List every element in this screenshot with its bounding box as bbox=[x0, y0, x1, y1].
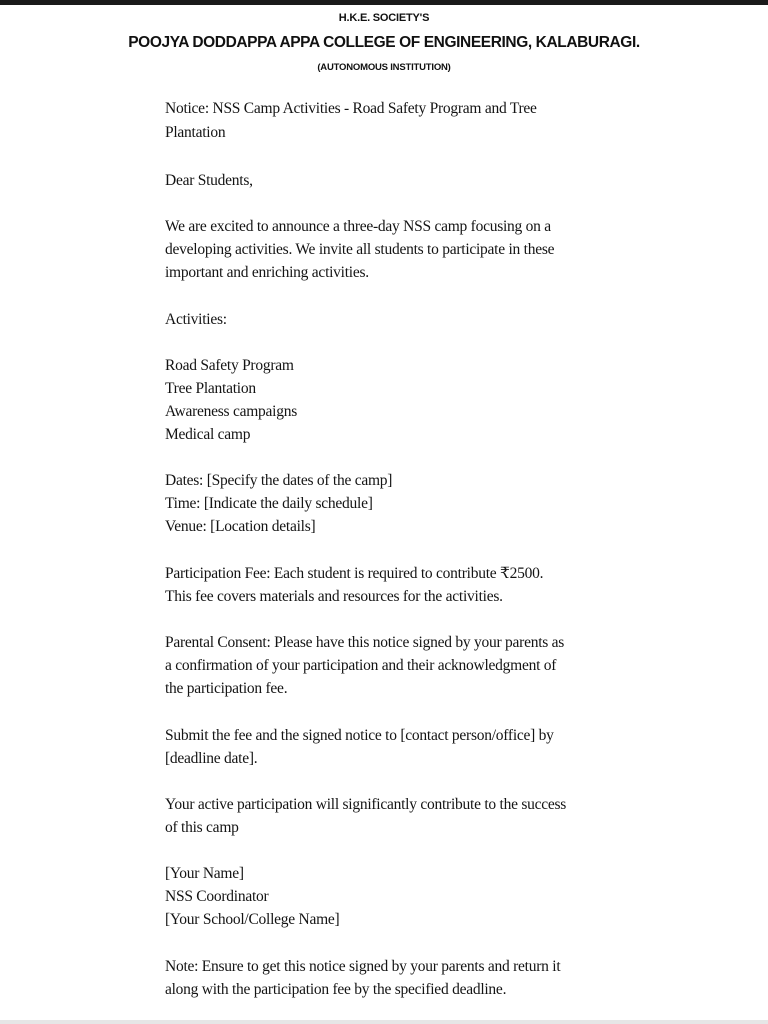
closing-line: Your active participation will significantly contribute to the success bbox=[165, 796, 567, 813]
signature-name: [Your Name] bbox=[165, 865, 244, 882]
closing-line: of this camp bbox=[165, 819, 239, 836]
note-line: along with the participation fee by the specified deadline. bbox=[165, 981, 507, 998]
consent-line: a confirmation of your participation and their acknowledgment of bbox=[165, 657, 557, 674]
notice-subject-line: Notice: NSS Camp Activities - Road Safety Program and Tree bbox=[165, 100, 537, 117]
submission-line: Submit the fee and the signed notice to [contact person/office] by bbox=[165, 727, 554, 744]
activity-item: Road Safety Program bbox=[165, 357, 294, 374]
bottom-border bbox=[0, 1020, 768, 1024]
intro-line: developing activities. We invite all students to participate in these bbox=[165, 241, 555, 258]
schedule-time: Time: [Indicate the daily schedule] bbox=[165, 495, 373, 512]
intro-line: important and enriching activities. bbox=[165, 264, 369, 281]
signature-title: NSS Coordinator bbox=[165, 888, 269, 905]
signature-institution: [Your School/College Name] bbox=[165, 911, 340, 928]
intro-line: We are excited to announce a three-day NSS camp focusing on a bbox=[165, 218, 551, 235]
salutation: Dear Students, bbox=[165, 172, 253, 189]
fee-line: This fee covers materials and resources for the activities. bbox=[165, 588, 503, 605]
schedule-venue: Venue: [Location details] bbox=[165, 518, 316, 535]
activity-item: Awareness campaigns bbox=[165, 403, 297, 420]
schedule-dates: Dates: [Specify the dates of the camp] bbox=[165, 472, 393, 489]
college-name: POOJYA DODDAPPA APPA COLLEGE OF ENGINEERING, KALABURAGI. bbox=[128, 34, 640, 51]
submission-line: [deadline date]. bbox=[165, 750, 258, 767]
society-name: H.K.E. SOCIETY'S bbox=[338, 12, 430, 24]
institution-status: (AUTONOMOUS INSTITUTION) bbox=[317, 62, 451, 73]
activity-item: Tree Plantation bbox=[165, 380, 256, 397]
top-border bbox=[0, 0, 768, 5]
consent-line: the participation fee. bbox=[165, 680, 288, 697]
fee-line: Participation Fee: Each student is required to contribute ₹2500. bbox=[165, 565, 544, 582]
notice-subject-line: Plantation bbox=[165, 124, 226, 141]
activities-heading: Activities: bbox=[165, 311, 227, 328]
consent-line: Parental Consent: Please have this notice signed by your parents as bbox=[165, 634, 565, 651]
note-line: Note: Ensure to get this notice signed by your parents and return it bbox=[165, 958, 561, 975]
activity-item: Medical camp bbox=[165, 426, 251, 443]
